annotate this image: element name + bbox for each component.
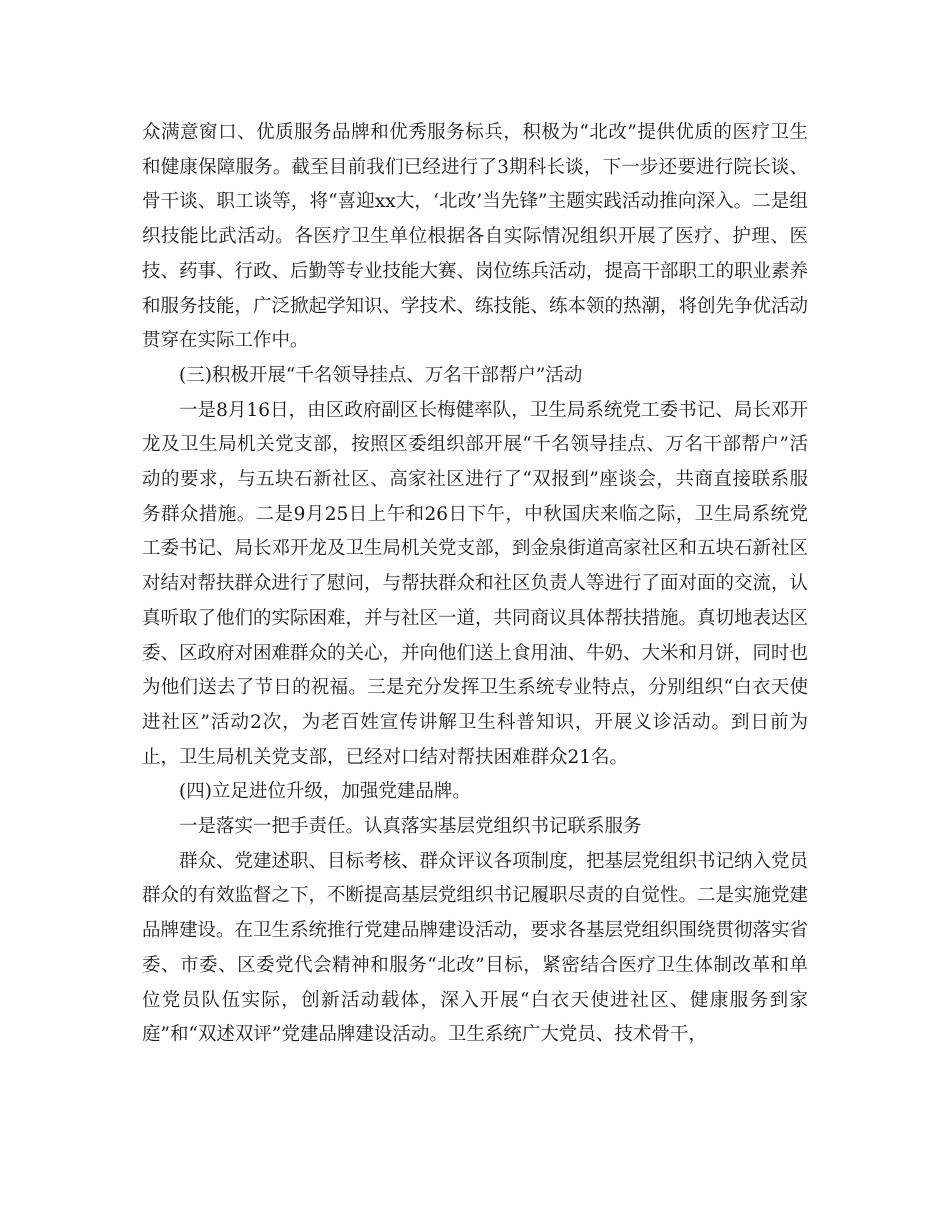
paragraph-3: 一是8月16日，由区政府副区长梅健率队，卫生局系统党工委书记、局长邓开龙及卫生局机关党支部，按照区委组织部开展“千名领导挂点、万名干部帮户”活动的要求，与五块石新社区、高家社区进行了“双报到”座谈会，共商直接联系服务群众措施。二是9月25日上午和26日下午，中秋国庆来临之际，卫生局系统党工委书记、局长邓开龙及卫生局机关党支部，到金泉街道高家社区和五块石新社区对结对帮扶群众进行了慰问，与帮扶群众和社区负责人等进行了面对面的交流，认真听取了他们的实际困难，并与社区一道，共同商议具体帮扶措施。真切地表达区委、区政府对困难群众的关心，并向他们送上食用油、牛奶、大米和月饼，同时也为他们送去了节日的祝福。三是充分发挥卫生系统专业特点，分别组织“白衣天使进社区”活动2次，为老百姓宣传讲解卫生科普知识，开展义诊活动。到日前为止，卫生局机关党支部，已经对口结对帮扶困难群众21名。	[142, 399, 809, 768]
document-page	[142, 116, 808, 1053]
paragraph-6: 群众、党建述职、目标考核、群众评议各项制度，把基层党组织书记纳入党员群众的有效监督之下，不断提高基层党组织书记履职尽责的自觉性。二是实施党建品牌建设。在卫生系统推行党建品牌建设活动，要求各基层党组织围绕贯彻落实省委、市委、区委党代会精神和服务“北改”目标，紧密结合医疗卫生体制改革和单位党员队伍实际，创新活动载体，深入开展“白衣天使进社区、健康服务到家庭”和“双述双评”党建品牌建设活动。卫生系统广大党员、技术骨干，	[142, 850, 809, 1046]
section-heading-3: (三)积极开展“千名领导挂点、万名干部帮户”活动	[179, 364, 583, 386]
paragraph-1: 众满意窗口、优质服务品牌和优秀服务标兵，积极为“北改”提供优质的医疗卫生和健康保障服务。截至目前我们已经进行了3期科长谈，下一步还要进行院长谈、骨干谈、职工谈等，将“喜迎xx大，‘北改’当先锋”主题实践活动推向深入。二是组织技能比武活动。各医疗卫生单位根据各自实际情况组织开展了医疗、护理、医技、药事、行政、后勤等专业技能大赛、岗位练兵活动，提高干部职工的职业素养和服务技能，广泛掀起学知识、学技术、练技能、练本领的热潮，将创先争优活动贯穿在实际工作中。	[142, 122, 809, 352]
section-heading-4: (四)立足进位升级，加强党建品牌。	[179, 781, 471, 803]
paragraph-5: 一是落实一把手责任。认真落实基层党组织书记联系服务	[179, 816, 642, 838]
